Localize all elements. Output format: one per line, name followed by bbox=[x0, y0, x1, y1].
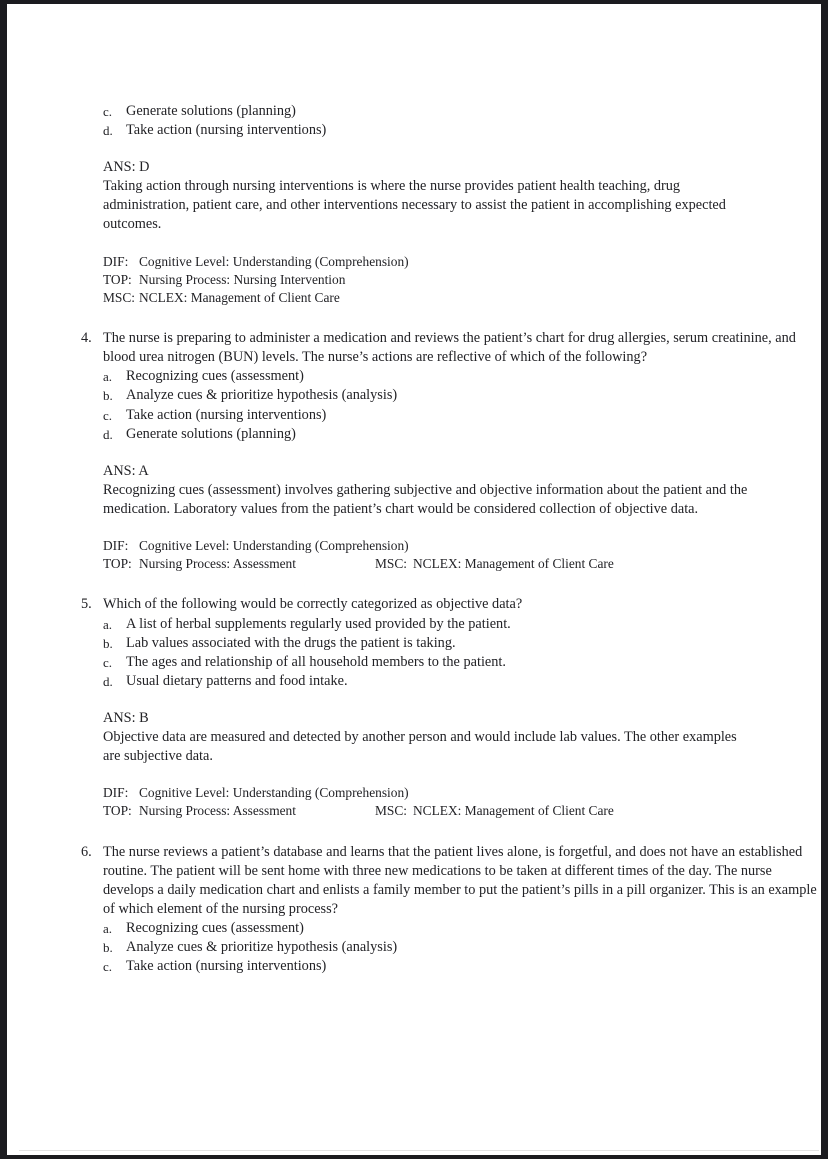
answer-block bbox=[103, 158, 751, 234]
option-text: Generate solutions (planning) bbox=[126, 103, 296, 119]
metadata-key: DIF: bbox=[103, 538, 129, 554]
question-stem: Which of the following would be correctly categorized as objective data? bbox=[103, 596, 523, 613]
metadata-block bbox=[103, 784, 821, 820]
answer-block bbox=[103, 709, 751, 766]
option-item[interactable] bbox=[103, 102, 821, 121]
option-item[interactable] bbox=[103, 121, 821, 140]
question-options bbox=[7, 367, 821, 443]
metadata-value: Cognitive Level: Understanding (Comprehension) bbox=[139, 253, 409, 269]
metadata-key-msc: MSC: bbox=[375, 803, 408, 819]
metadata-key: TOP: bbox=[103, 556, 132, 572]
option-letter: a. bbox=[103, 616, 113, 632]
metadata-row-dif bbox=[103, 784, 821, 802]
option-item[interactable] bbox=[103, 386, 821, 405]
question-block-6 bbox=[7, 843, 821, 977]
option-letter: a. bbox=[103, 369, 113, 385]
metadata-value: Nursing Process: Nursing Intervention bbox=[139, 271, 346, 287]
option-text: Usual dietary patterns and food intake. bbox=[126, 672, 348, 689]
metadata-block bbox=[103, 537, 821, 573]
metadata-key: MSC: bbox=[103, 289, 136, 305]
question-header bbox=[81, 843, 821, 919]
option-text: Lab values associated with the drugs the patient is taking. bbox=[126, 634, 456, 651]
option-text: Take action (nursing interventions) bbox=[126, 122, 327, 139]
option-text: A list of herbal supplements regularly used provided by the patient. bbox=[126, 615, 511, 632]
metadata-value: Nursing Process: Assessment bbox=[139, 556, 296, 572]
metadata-row-dif bbox=[103, 253, 821, 271]
option-item[interactable] bbox=[103, 615, 821, 634]
option-item[interactable] bbox=[103, 653, 821, 672]
metadata-key: DIF: bbox=[103, 785, 129, 801]
option-letter: d. bbox=[103, 426, 113, 442]
metadata-row-top bbox=[103, 271, 821, 289]
answer-label: ANS: A bbox=[103, 462, 149, 479]
option-letter: b. bbox=[103, 940, 113, 956]
option-item[interactable] bbox=[103, 367, 821, 386]
option-letter: c. bbox=[103, 407, 113, 423]
metadata-block bbox=[103, 253, 821, 308]
option-text: Take action (nursing interventions) bbox=[126, 406, 327, 423]
option-text: Analyze cues & prioritize hypothesis (analysis) bbox=[126, 939, 398, 956]
option-item[interactable] bbox=[103, 634, 821, 653]
option-item[interactable] bbox=[103, 919, 821, 938]
metadata-value: Cognitive Level: Understanding (Comprehension) bbox=[139, 785, 409, 801]
question-stem: The nurse is preparing to administer a medication and reviews the patient’s chart for drug allergies, serum creatinine, and blood urea nitrogen (BUN) levels. The nurse’s actions are reflective of which of the following? bbox=[103, 330, 796, 366]
metadata-value: Cognitive Level: Understanding (Comprehension) bbox=[139, 538, 409, 554]
option-letter: c. bbox=[103, 654, 113, 670]
answer-block bbox=[103, 462, 751, 519]
question-options bbox=[7, 615, 821, 691]
answer-rationale: Recognizing cues (assessment) involves gathering subjective and objective information about the patient and the medication. Laboratory values from the patient’s chart would be considered collection of objective data. bbox=[103, 481, 748, 517]
metadata-key: TOP: bbox=[103, 271, 132, 287]
option-item[interactable] bbox=[103, 406, 821, 425]
option-letter: c. bbox=[103, 104, 113, 119]
question-header bbox=[81, 329, 821, 367]
option-letter: d. bbox=[103, 673, 113, 689]
metadata-key-msc: MSC: bbox=[375, 556, 408, 572]
continued-question-block bbox=[7, 102, 821, 307]
document-body bbox=[7, 4, 821, 976]
question-number: 6. bbox=[81, 843, 92, 860]
option-text: Recognizing cues (assessment) bbox=[126, 919, 304, 936]
option-letter: b. bbox=[103, 388, 113, 404]
option-item[interactable] bbox=[103, 672, 821, 691]
question-number: 4. bbox=[81, 330, 92, 347]
page-sheet bbox=[7, 4, 821, 1155]
metadata-key: DIF: bbox=[103, 253, 129, 269]
option-item[interactable] bbox=[103, 425, 821, 444]
question-number: 5. bbox=[81, 596, 92, 613]
metadata-row-top-msc bbox=[103, 555, 821, 573]
answer-rationale: Objective data are measured and detected by another person and would include lab values. The other examples are subjective data. bbox=[103, 728, 737, 765]
answer-rationale: Taking action through nursing interventions is where the nurse provides patient health teaching, drug administration, patient care, and other interventions necessary to assist the patient in accomplishing expected outcomes. bbox=[103, 178, 726, 233]
option-text: The ages and relationship of all household members to the patient. bbox=[126, 653, 506, 670]
option-text: Analyze cues & prioritize hypothesis (analysis) bbox=[126, 387, 398, 404]
option-letter: d. bbox=[103, 123, 113, 139]
option-letter: c. bbox=[103, 959, 113, 975]
question-stem: The nurse reviews a patient’s database and learns that the patient lives alone, is forgetful, and does not have an established routine. The patient will be sent home with three new medications to be taken at different times of the day. The nurse develops a daily medication chart and enlists a family member to put the patient’s pills in a pill organizer. This is an example of which element of the nursing process? bbox=[103, 843, 817, 917]
metadata-row-top-msc bbox=[103, 802, 821, 820]
answer-label: ANS: D bbox=[103, 159, 150, 176]
question-options bbox=[7, 919, 821, 976]
option-text: Take action (nursing interventions) bbox=[126, 958, 327, 975]
question-header bbox=[81, 595, 821, 614]
option-item[interactable] bbox=[103, 957, 821, 976]
continued-question-options bbox=[7, 102, 821, 140]
metadata-row-dif bbox=[103, 537, 821, 555]
option-text: Generate solutions (planning) bbox=[126, 425, 296, 442]
answer-label: ANS: B bbox=[103, 709, 149, 726]
metadata-value-msc: NCLEX: Management of Client Care bbox=[413, 556, 614, 572]
option-letter: b. bbox=[103, 635, 113, 651]
option-item[interactable] bbox=[103, 938, 821, 957]
metadata-value: NCLEX: Management of Client Care bbox=[139, 289, 340, 305]
option-letter: a. bbox=[103, 920, 113, 936]
metadata-value-msc: NCLEX: Management of Client Care bbox=[413, 803, 614, 819]
page-bottom-rule bbox=[19, 1150, 819, 1151]
question-block-4 bbox=[7, 329, 821, 573]
option-text: Recognizing cues (assessment) bbox=[126, 368, 304, 385]
metadata-row-msc bbox=[103, 289, 821, 307]
metadata-value: Nursing Process: Assessment bbox=[139, 803, 296, 819]
metadata-key: TOP: bbox=[103, 803, 132, 819]
question-block-5 bbox=[7, 595, 821, 820]
